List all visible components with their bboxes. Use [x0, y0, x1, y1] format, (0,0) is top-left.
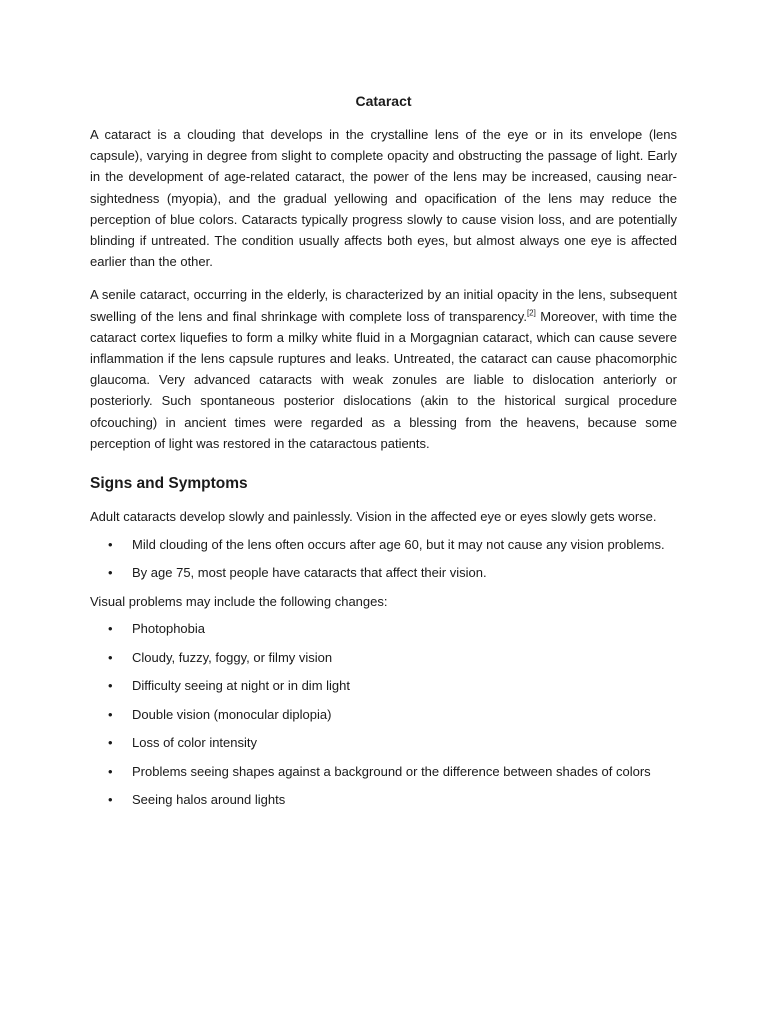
list-item [90, 763, 677, 782]
bullet-icon: • [108, 649, 113, 665]
list-item-text: Photophobia [132, 621, 206, 637]
list-item-text: Difficulty seeing at night or in dim light [132, 678, 350, 694]
list-item [90, 649, 677, 668]
list-item-text: Seeing halos around lights [132, 792, 286, 808]
list-item-text: Mild clouding of the lens often occurs after age 60, but it may not cause any vision problems. [132, 536, 665, 552]
changes-bullet-list [90, 620, 677, 810]
list-item [90, 706, 677, 725]
section-heading-signs: Signs and Symptoms [90, 475, 248, 493]
list-item-text: Cloudy, fuzzy, foggy, or filmy vision [132, 649, 333, 665]
signs-intro: Adult cataracts develop slowly and painlessly. Vision in the affected eye or eyes slowly gets worse. [90, 509, 657, 525]
bullet-icon: • [108, 565, 113, 581]
changes-intro: Visual problems may include the following changes: [90, 593, 388, 609]
list-item-text: Double vision (monocular diplopia) [132, 706, 332, 722]
list-item [90, 734, 677, 753]
list-item-text: Problems seeing shapes against a background or the difference between shades of colors [132, 763, 651, 779]
bullet-icon: • [108, 621, 113, 637]
bullet-icon: • [108, 536, 113, 552]
paragraph-senile-text-1: A senile cataract, occurring in the elderly, is characterized by an initial opacity in the lens, subsequent swelling of the lens and final shrinkage with complete loss of transparency. [90, 287, 677, 324]
bullet-icon: • [108, 706, 113, 722]
bullet-icon: • [108, 792, 113, 808]
paragraph-senile-text-2: Moreover, with time the cataract cortex liquefies to form a milky white fluid in a Morgagnian cataract, which can cause severe inflammation if the lens capsule ruptures and leaks. Untreated, the cataract can cause phacomorphic glaucoma. Very advanced cataracts with weak zonules are liable to dislocation anteriorly or posteriorly. Such spontaneous posterior dislocations (akin to the historical surgical procedure ofcouching) in ancient times were regarded as a blessing from the heavens, because some perception of light was restored in the cataractous patients. [90, 308, 677, 451]
list-item [90, 620, 677, 639]
list-item-text: By age 75, most people have cataracts that affect their vision. [132, 565, 487, 581]
bullet-icon: • [108, 763, 113, 779]
bullet-icon: • [108, 678, 113, 694]
paragraph-definition [90, 124, 677, 272]
list-item [90, 677, 677, 696]
list-item [90, 791, 677, 810]
document-title: Cataract [355, 93, 412, 109]
paragraph-definition-text: A cataract is a clouding that develops in the crystalline lens of the eye or in its envelope (lens capsule), varying in degree from slight to complete opacity and obstructing the passage of light. Early in the development of age-related cataract, the power of the lens may be increased, causing near-sightedness (myopia), and the gradual yellowing and opacification of the lens may reduce the perception of blue colors. Cataracts typically progress slowly to cause vision loss, and are potentially blinding if untreated. The condition usually affects both eyes, but almost always one eye is affected earlier than the other. [90, 127, 677, 270]
list-item-text: Loss of color intensity [132, 735, 258, 751]
paragraph-senile-cataract [90, 284, 677, 454]
list-item [90, 564, 677, 583]
citation-reference[interactable]: [2] [526, 308, 536, 318]
document-page [90, 88, 677, 820]
age-bullet-list [90, 536, 677, 583]
list-item [90, 536, 677, 555]
bullet-icon: • [108, 735, 113, 751]
